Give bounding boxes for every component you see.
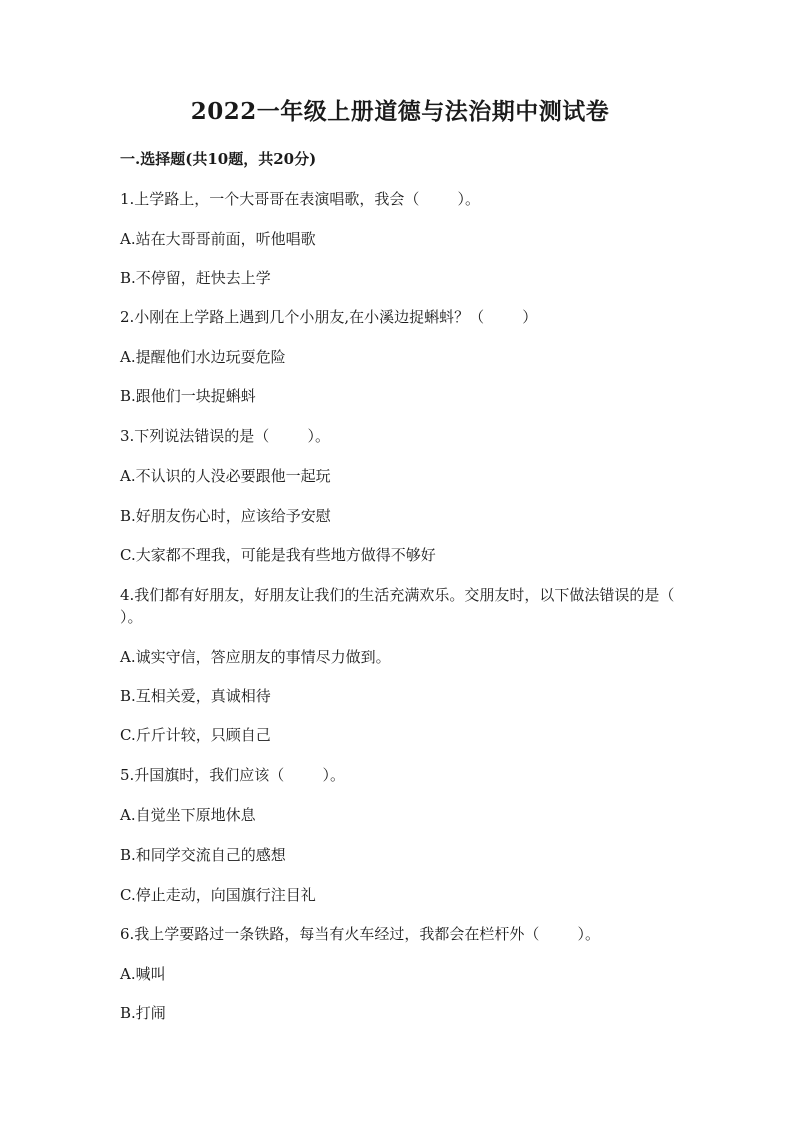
question-6: 6.我上学要路过一条铁路，每当有火车经过，我都会在栏杆外（ ）。 — [120, 925, 600, 943]
question-6-option-a: A.喊叫 — [120, 965, 166, 983]
question-4-option-a: A.诚实守信，答应朋友的事情尽力做到。 — [120, 648, 391, 666]
question-1-option-b: B.不停留，赶快去上学 — [120, 269, 271, 287]
question-4-option-b: B.互相关爱，真诚相待 — [120, 687, 271, 705]
document-title: 2022一年级上册道德与法治期中测试卷 — [190, 98, 610, 125]
section-header: 一.选择题(共10题，共20分) — [120, 150, 317, 168]
question-1-option-a: A.站在大哥哥前面，听他唱歌 — [120, 230, 316, 248]
question-5-option-c: C.停止走动，向国旗行注目礼 — [120, 886, 316, 904]
question-3-option-b: B.好朋友伤心时，应该给予安慰 — [120, 507, 331, 525]
question-2-option-b: B.跟他们一块捉蝌蚪 — [120, 387, 256, 405]
question-5: 5.升国旗时，我们应该（ ）。 — [120, 766, 345, 784]
question-1: 1.上学路上，一个大哥哥在表演唱歌，我会（ ）。 — [120, 190, 480, 208]
question-2-option-a: A.提醒他们水边玩耍危险 — [120, 348, 286, 366]
question-4: 4.我们都有好朋友，好朋友让我们的生活充满欢乐。交朋友时，以下做法错误的是（ ）。 — [120, 586, 713, 626]
question-3-option-a: A.不认识的人没必要跟他一起玩 — [120, 467, 331, 485]
question-3-option-c: C.大家都不理我，可能是我有些地方做得不够好 — [120, 546, 436, 564]
question-3: 3.下列说法错误的是（ ）。 — [120, 427, 330, 445]
question-2: 2.小刚在上学路上遇到几个小朋友,在小溪边捉蝌蚪？（ ） — [120, 308, 538, 326]
question-5-option-b: B.和同学交流自己的感想 — [120, 846, 286, 864]
question-4-option-c: C.斤斤计较，只顾自己 — [120, 726, 271, 744]
question-6-option-b: B.打闹 — [120, 1004, 166, 1022]
question-5-option-a: A.自觉坐下原地休息 — [120, 806, 256, 824]
